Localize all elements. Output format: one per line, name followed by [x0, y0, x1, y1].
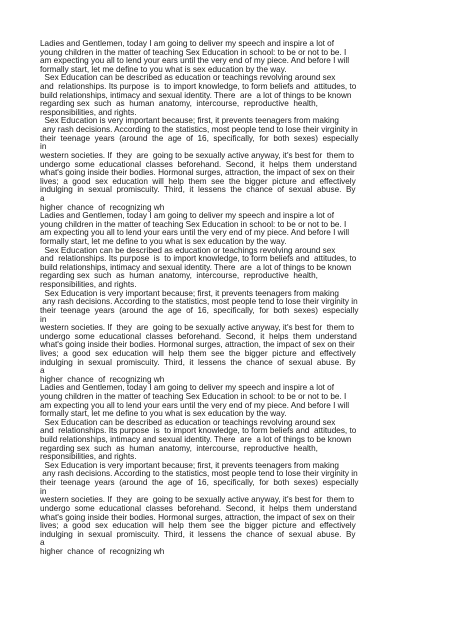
- text-line: formally start, let me define to you what is sex education by the way.: [40, 238, 287, 247]
- text-line: their teenage years (around the age of 16, specifically, for both sexes) especially: [40, 134, 359, 143]
- text-line: what's going inside their bodies. Hormonal surges, attraction, the impact of sex on their: [40, 341, 355, 350]
- text-line: undergo some educational classes beforehand. Second, it helps them understand: [40, 332, 357, 341]
- text-line: a: [40, 367, 45, 376]
- text-line: and relationships. Its purpose is to import knowledge, to form beliefs and attitudes, to: [40, 255, 357, 264]
- text-line: a: [40, 194, 45, 203]
- text-line: and relationships. Its purpose is to import knowledge, to form beliefs and attitudes, to: [40, 427, 357, 436]
- text-line: regarding sex such as human anatomy, intercourse, reproductive health,: [40, 444, 318, 453]
- text-line: western societies. If they are going to be sexually active anyway, it's best for them to: [40, 496, 355, 505]
- text-line: lives; a good sex education will help them see the bigger picture and effectively: [40, 522, 356, 531]
- text-line: responsibilities, and rights.: [40, 453, 137, 462]
- text-line: in: [40, 143, 47, 152]
- text-line: higher chance of recognizing wh: [40, 203, 165, 212]
- text-line: regarding sex such as human anatomy, intercourse, reproductive health,: [40, 100, 318, 109]
- text-line: western societies. If they are going to be sexually active anyway, it's best for them to: [40, 151, 355, 160]
- document-body: [40, 40, 436, 557]
- text-line: in: [40, 315, 47, 324]
- text-line: Sex Education can be described as education or teachings revolving around sex: [40, 74, 336, 83]
- text-line: what's going inside their bodies. Hormonal surges, attraction, the impact of sex on their: [40, 513, 355, 522]
- text-line: higher chance of recognizing wh: [40, 547, 165, 556]
- text-line: their teenage years (around the age of 16, specifically, for both sexes) especially: [40, 306, 359, 315]
- text-line: indulging in sexual promiscuity. Third, it lessens the chance of sexual abuse. By: [40, 530, 356, 539]
- text-line: am expecting you all to lend your ears until the very end of my piece. And before I will: [40, 401, 350, 410]
- text-line: formally start, let me define to you what is sex education by the way.: [40, 410, 287, 419]
- text-line: undergo some educational classes beforehand. Second, it helps them understand: [40, 160, 357, 169]
- text-line: responsibilities, and rights.: [40, 108, 137, 117]
- text-line: regarding sex such as human anatomy, intercourse, reproductive health,: [40, 272, 318, 281]
- text-line: build relationships, intimacy and sexual identity. There are a lot of things to be known: [40, 436, 352, 445]
- text-line: Sex Education is very important because; first, it prevents teenagers from making: [40, 117, 339, 126]
- text-line: a: [40, 539, 45, 548]
- text-line: Sex Education is very important because; first, it prevents teenagers from making: [40, 289, 339, 298]
- text-line: build relationships, intimacy and sexual identity. There are a lot of things to be known: [40, 91, 352, 100]
- text-line: any rash decisions. According to the statistics, most people tend to lose their virginity in: [40, 470, 358, 479]
- text-line: young children in the matter of teaching Sex Education in school: to be or not to be. I: [40, 220, 347, 229]
- text-line: in: [40, 487, 47, 496]
- text-line: am expecting you all to lend your ears until the very end of my piece. And before I will: [40, 57, 350, 66]
- text-line: Ladies and Gentlemen, today I am going to deliver my speech and inspire a lot of: [40, 40, 335, 48]
- text-line: what's going inside their bodies. Hormonal surges, attraction, the impact of sex on their: [40, 169, 355, 178]
- text-line: Ladies and Gentlemen, today I am going to deliver my speech and inspire a lot of: [40, 384, 335, 393]
- text-line: Sex Education can be described as education or teachings revolving around sex: [40, 246, 336, 255]
- text-line: western societies. If they are going to be sexually active anyway, it's best for them to: [40, 324, 355, 333]
- text-line: higher chance of recognizing wh: [40, 375, 165, 384]
- text-line: Sex Education is very important because; first, it prevents teenagers from making: [40, 461, 339, 470]
- text-line: their teenage years (around the age of 16, specifically, for both sexes) especially: [40, 479, 359, 488]
- text-line: formally start, let me define to you what is sex education by the way.: [40, 65, 287, 74]
- text-line: indulging in sexual promiscuity. Third, it lessens the chance of sexual abuse. By: [40, 186, 356, 195]
- text-line: any rash decisions. According to the statistics, most people tend to lose their virginity in: [40, 298, 358, 307]
- text-line: undergo some educational classes beforehand. Second, it helps them understand: [40, 504, 357, 513]
- text-line: lives; a good sex education will help them see the bigger picture and effectively: [40, 177, 356, 186]
- text-line: responsibilities, and rights.: [40, 281, 137, 290]
- text-line: Sex Education can be described as education or teachings revolving around sex: [40, 418, 336, 427]
- text-line: build relationships, intimacy and sexual identity. There are a lot of things to be known: [40, 263, 352, 272]
- text-line: Ladies and Gentlemen, today I am going to deliver my speech and inspire a lot of: [40, 212, 335, 221]
- text-line: lives; a good sex education will help them see the bigger picture and effectively: [40, 349, 356, 358]
- text-line: any rash decisions. According to the statistics, most people tend to lose their virginity in: [40, 126, 358, 135]
- text-line: young children in the matter of teaching Sex Education in school: to be or not to be. I: [40, 48, 347, 57]
- text-line: and relationships. Its purpose is to import knowledge, to form beliefs and attitudes, to: [40, 83, 357, 92]
- text-line: indulging in sexual promiscuity. Third, it lessens the chance of sexual abuse. By: [40, 358, 356, 367]
- text-line: young children in the matter of teaching Sex Education in school: to be or not to be. I: [40, 392, 347, 401]
- text-line: am expecting you all to lend your ears until the very end of my piece. And before I will: [40, 229, 350, 238]
